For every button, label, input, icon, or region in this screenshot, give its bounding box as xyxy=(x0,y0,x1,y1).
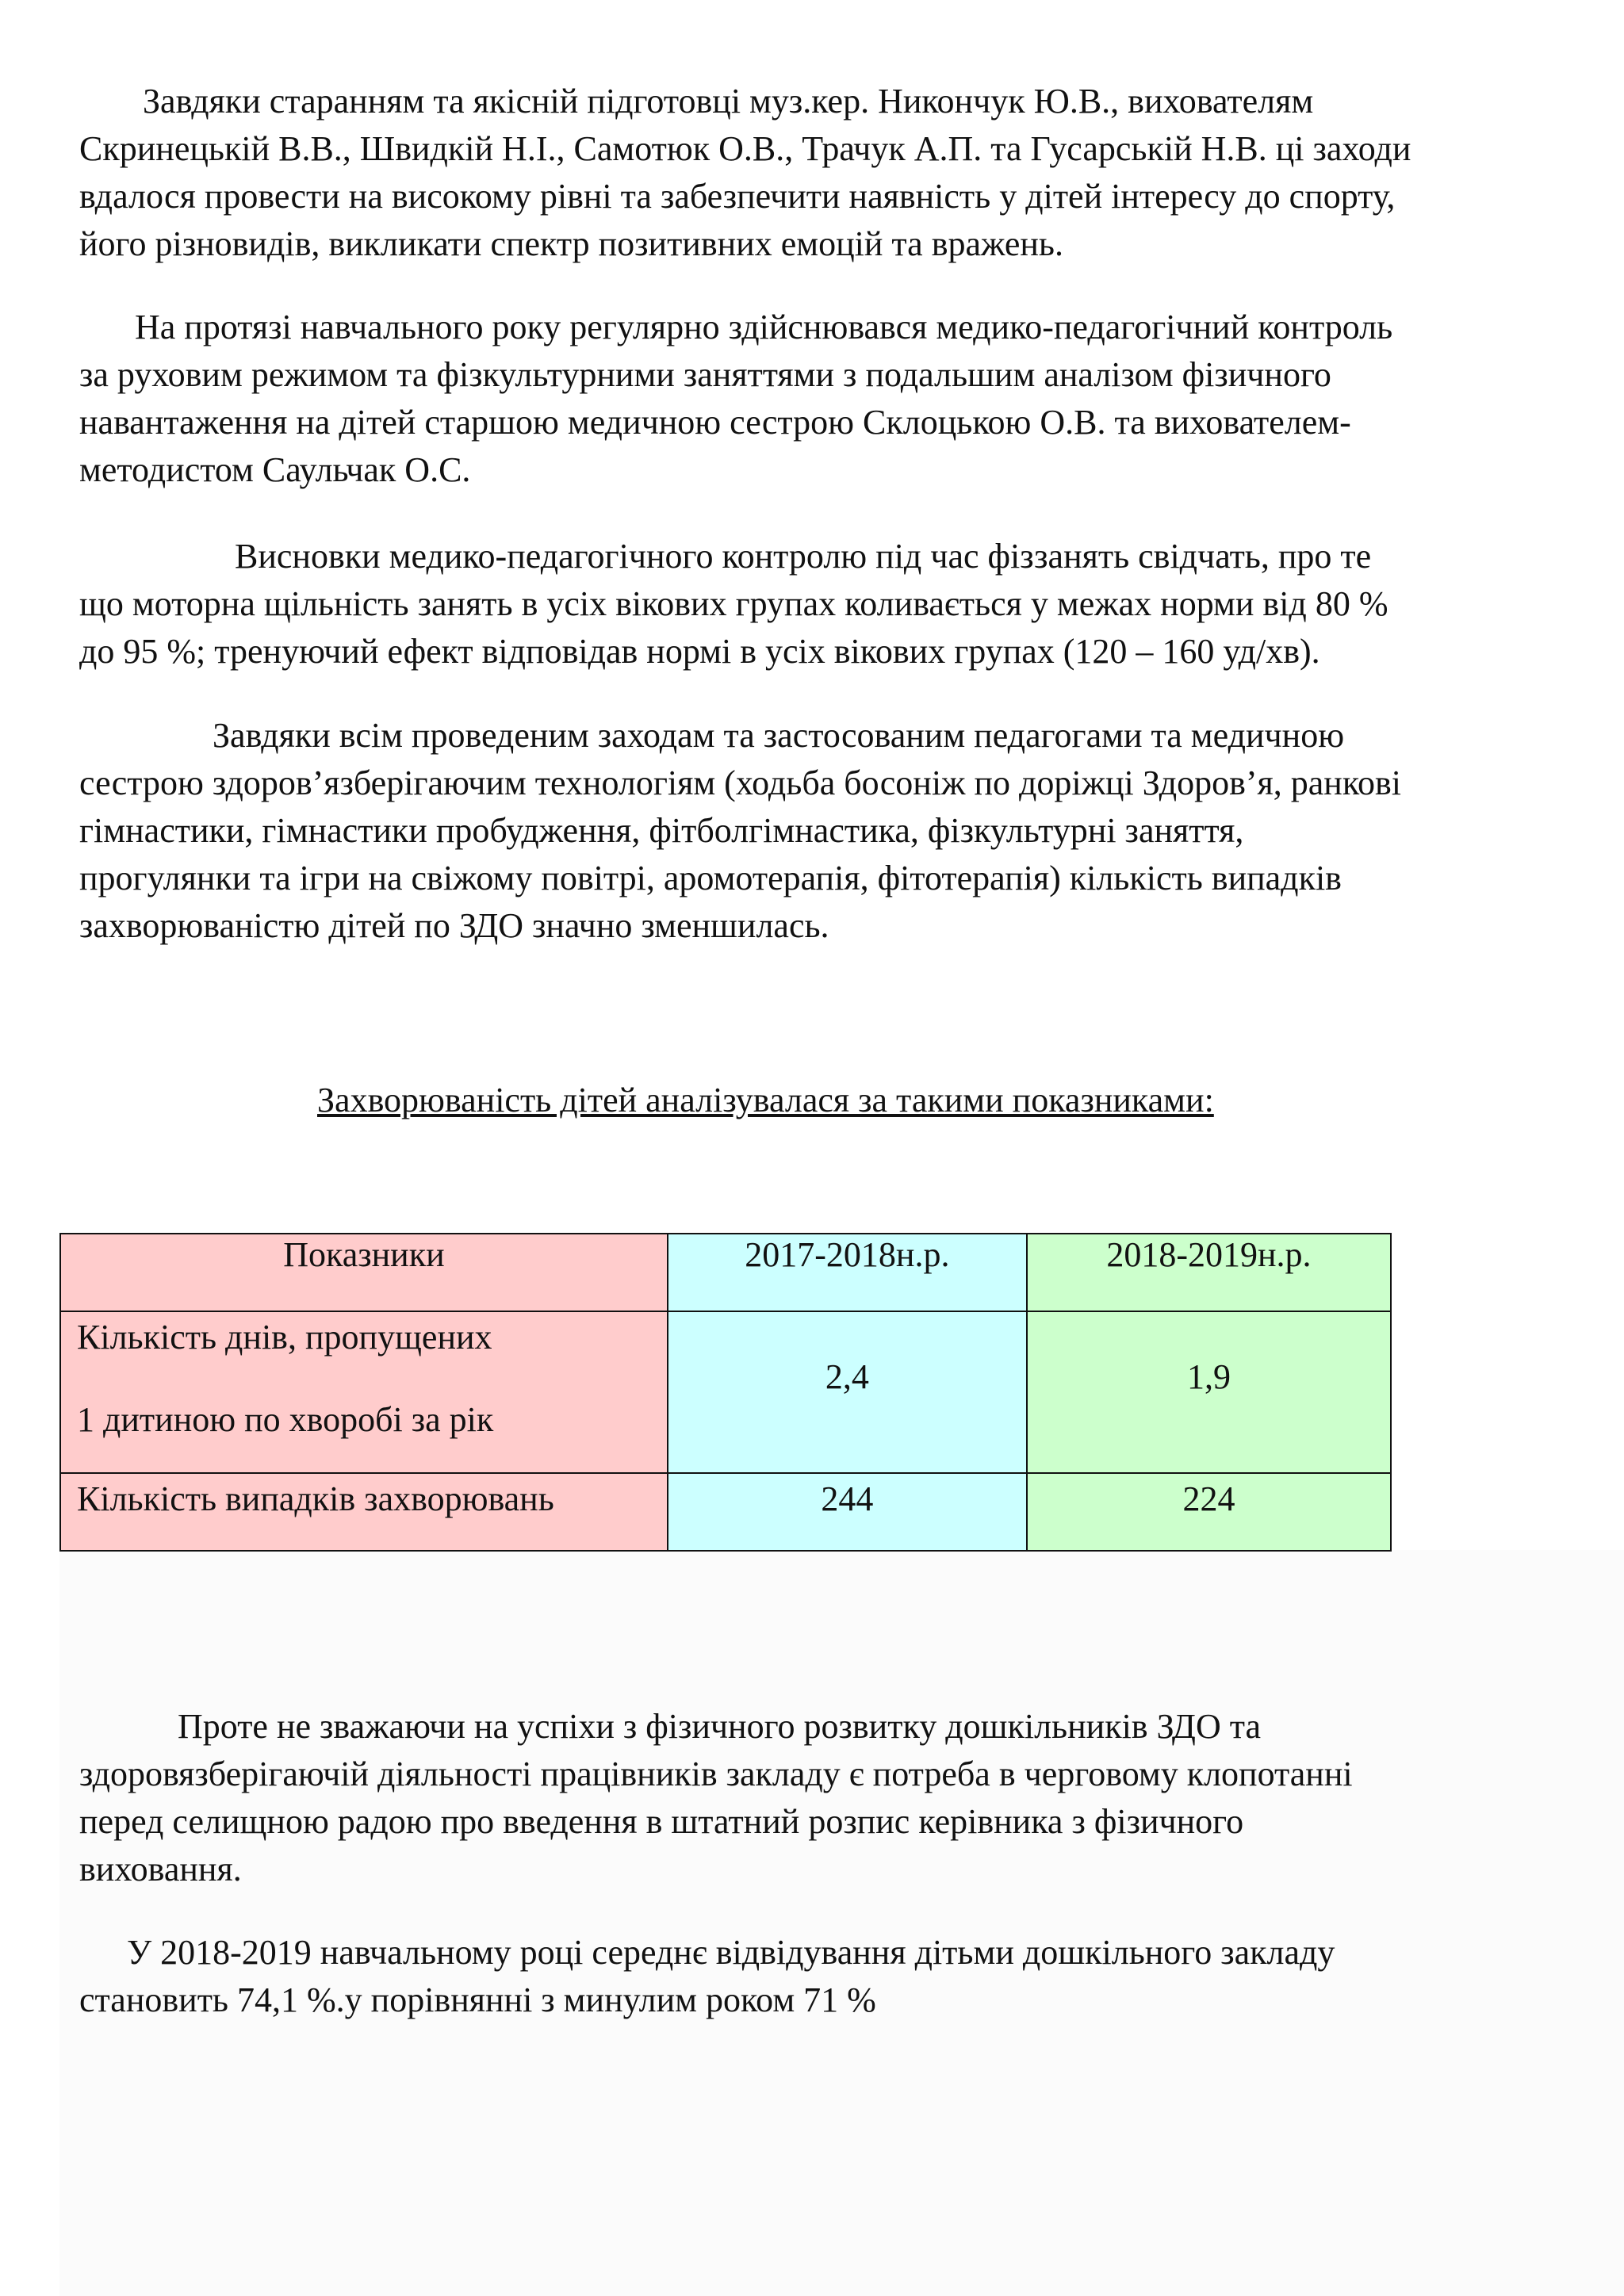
paragraph-line: вдалося провести на високому рівні та забезпечити наявність у дітей інтересу до спорту, xyxy=(79,177,1396,216)
paragraph-line: його різновидів, викликати спектр позитивних емоцій та вражень. xyxy=(79,224,1063,263)
paragraph-line: виховання. xyxy=(79,1850,242,1888)
row-label-days-missed xyxy=(60,1311,668,1473)
table-heading: Захворюваність дітей аналізувалася за такими показниками: xyxy=(317,1081,1214,1119)
paragraph-line: за руховим режимом та фізкультурними заняттями з подальшим аналізом фізичного xyxy=(79,355,1331,394)
paragraph-line: захворюваністю дітей по ЗДО значно зменшилась. xyxy=(79,906,829,945)
header-year-2017-2018: 2017-2018н.р. xyxy=(668,1234,1027,1311)
row-label-line: 1 дитиною по хворобі за рік xyxy=(77,1400,494,1439)
paragraph-line: гімнастики, гімнастики пробудження, фітболгімнастика, фізкультурні заняття, xyxy=(79,811,1244,850)
paragraph-attendance xyxy=(79,1929,1570,2024)
paragraph-line: Проте не зважаючи на успіхи з фізичного розвитку дошкільників ЗДО та xyxy=(178,1707,1262,1746)
paragraph-conclusions xyxy=(79,533,1570,675)
paragraph-line: На протязі навчального року регулярно здійснювався медико-педагогічний контроль xyxy=(135,308,1393,346)
paragraph-line: становить 74,1 %.у порівнянні з минулим роком 71 % xyxy=(79,1980,876,2019)
value-illness-cases-2017-2018: 244 xyxy=(668,1473,1027,1551)
row-label-illness-cases: Кількість випадків захворювань xyxy=(60,1473,668,1551)
paragraph-medical-control xyxy=(79,304,1570,494)
paragraph-line: У 2018-2019 навчальному році середнє відвідування дітьми дошкільного закладу xyxy=(127,1933,1335,1972)
paragraph-line: методистом Саульчак О.С. xyxy=(79,450,471,489)
paragraph-line: Скринецькій В.В., Швидкій Н.І., Самотюк О.В., Трачук А.П. та Гусарській Н.В. ці заходи xyxy=(79,129,1411,168)
value-days-missed-2017-2018: 2,4 xyxy=(668,1311,1027,1473)
paragraph-line: сестрою здоров’язберігаючим технологіям (ходьба босоніж по доріжці Здоров’я, ранкові xyxy=(79,763,1401,802)
paragraph-line: що моторна щільність занять в усіх вікових групах коливається у межах норми від 80 % xyxy=(79,584,1388,623)
header-indicators: Показники xyxy=(60,1234,668,1311)
paragraph-line: Висновки медико-педагогічного контролю під час фіззанять свідчать, про те xyxy=(235,537,1372,576)
page-shading xyxy=(59,1550,1624,2296)
paragraph-line: навантаження на дітей старшою медичною сестрою Склоцькою О.В. та вихователем- xyxy=(79,403,1351,442)
paragraph-staffing-need xyxy=(79,1703,1570,1893)
paragraph-line: прогулянки та ігри на свіжому повітрі, аромотерапія, фітотерапія) кількість випадків xyxy=(79,859,1342,897)
row-label-line: Кількість днів, пропущених xyxy=(77,1318,492,1357)
header-year-2018-2019: 2018-2019н.р. xyxy=(1027,1234,1391,1311)
table-row xyxy=(60,1473,1391,1551)
paragraph-line: до 95 %; тренуючий ефект відповідав нормі в усіх вікових групах (120 – 160 уд/хв). xyxy=(79,632,1320,671)
paragraph-line: Завдяки старанням та якісній підготовці муз.кер. Никончук Ю.В., вихователям xyxy=(143,82,1314,121)
value-illness-cases-2018-2019: 224 xyxy=(1027,1473,1391,1551)
paragraph-line: Завдяки всім проведеним заходам та застосованим педагогами та медичною xyxy=(213,716,1345,755)
table-row xyxy=(60,1311,1391,1473)
paragraph-technologies xyxy=(79,712,1570,950)
paragraph-line: перед селищною радою про введення в штатний розпис керівника з фізичного xyxy=(79,1802,1244,1841)
paragraph-line: здоровязберігаючій діяльності працівників закладу є потреба в черговому клопотанні xyxy=(79,1755,1353,1793)
value-days-missed-2018-2019: 1,9 xyxy=(1027,1311,1391,1473)
morbidity-table xyxy=(59,1233,1392,1552)
paragraph-events xyxy=(79,78,1570,268)
table-header-row xyxy=(60,1234,1391,1311)
